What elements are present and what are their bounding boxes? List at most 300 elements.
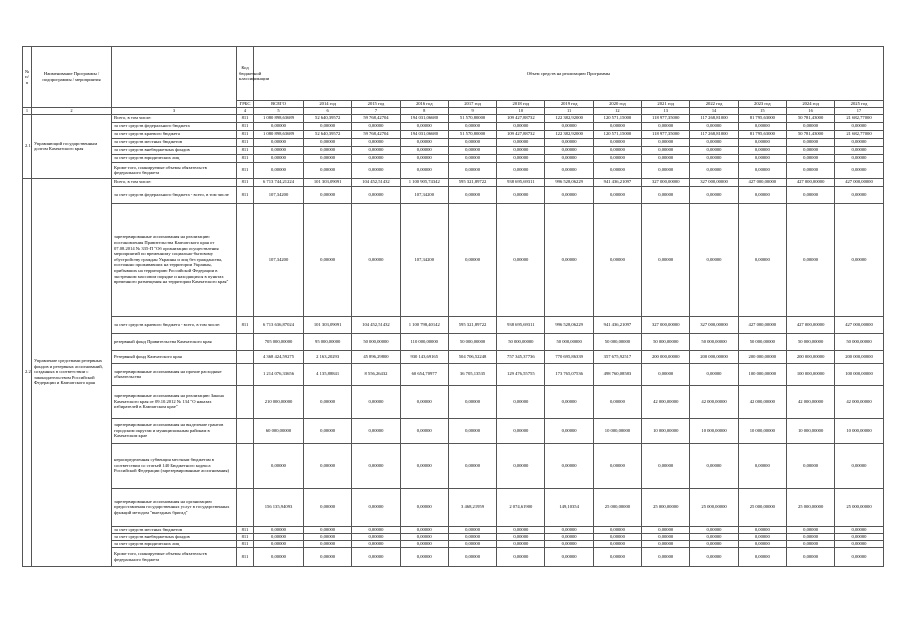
value-cell: 0,00000: [352, 186, 400, 203]
value-cell: 0,00000: [690, 363, 738, 385]
item-number: 2.2.: [23, 178, 32, 566]
value-cell: 0,00000: [738, 540, 786, 547]
table-row: [23, 526, 884, 533]
value-cell: 0,00000: [642, 122, 690, 130]
table-row: [23, 114, 884, 122]
value-cell: 427 000,00000: [738, 178, 786, 186]
value-cell: 0,00000: [690, 443, 738, 488]
value-cell: 0,00000: [304, 540, 352, 547]
value-cell: 0,00000: [738, 138, 786, 146]
value-cell: 10 000,00000: [642, 418, 690, 443]
column-index-row: [23, 108, 884, 115]
value-cell: 0,00000: [690, 547, 738, 566]
value-cell: 2 163,20293: [304, 350, 352, 363]
value-cell: 0,00000: [593, 154, 641, 162]
value-cell: 10 000,00000: [835, 418, 883, 443]
value-cell: 0,00000: [835, 122, 883, 130]
row-grbs: [237, 350, 254, 363]
table-row: [23, 203, 884, 316]
table-row: [23, 178, 884, 186]
table-row: [23, 316, 884, 333]
value-cell: 0,00000: [304, 138, 352, 146]
value-cell: 0,00000: [400, 526, 448, 533]
row-grbs: 811: [237, 533, 254, 540]
value-cell: 50 781,43000: [786, 114, 834, 122]
value-cell: 194 031,06680: [400, 130, 448, 138]
column-index: 9: [448, 108, 496, 115]
value-cell: 122 382,92000: [545, 130, 593, 138]
value-cell: 0,00000: [690, 162, 738, 178]
value-cell: 0,00000: [497, 547, 545, 566]
value-cell: 107,34200: [254, 186, 304, 203]
value-cell: 0,00000: [304, 533, 352, 540]
value-cell: 156 135,94093: [254, 488, 304, 526]
value-cell: 0,00000: [642, 540, 690, 547]
value-cell: 0,00000: [738, 526, 786, 533]
value-cell: 109 427,88732: [497, 130, 545, 138]
row-label: за счет средств федерального бюджета - всего, в том числе: [112, 186, 237, 203]
value-cell: 100 000,00000: [835, 363, 883, 385]
value-cell: 0,00000: [352, 547, 400, 566]
table-row: [23, 130, 884, 138]
value-cell: 0,00000: [545, 526, 593, 533]
value-cell: 210 000,00000: [254, 385, 304, 418]
value-cell: 21 682,77000: [835, 114, 883, 122]
value-cell: 36 705,13535: [448, 363, 496, 385]
value-cell: 107,34200: [400, 203, 448, 316]
value-cell: 0,00000: [690, 540, 738, 547]
value-cell: 200 000,00000: [786, 350, 834, 363]
column-index: 14: [690, 108, 738, 115]
value-cell: 0,00000: [497, 122, 545, 130]
column-index: 2: [32, 108, 112, 115]
value-cell: 0,00000: [400, 162, 448, 178]
row-grbs: [237, 488, 254, 526]
value-cell: 0,00000: [400, 418, 448, 443]
row-grbs: [237, 333, 254, 350]
value-cell: 0,00000: [835, 443, 883, 488]
row-label: за счет средств краевого бюджета - всего, в том числе:: [112, 316, 237, 333]
value-cell: 0,00000: [593, 138, 641, 146]
value-cell: 52 640,39572: [304, 114, 352, 122]
value-cell: 104 452,51432: [352, 178, 400, 186]
value-cell: 0,00000: [738, 162, 786, 178]
value-cell: 0,00000: [786, 162, 834, 178]
value-cell: 120 571,15000: [593, 130, 641, 138]
row-grbs: [237, 443, 254, 488]
row-grbs: 811: [237, 162, 254, 178]
value-cell: 0,00000: [786, 526, 834, 533]
value-cell: 0,00000: [835, 203, 883, 316]
col-year-header: 2022 год: [690, 101, 738, 108]
row-label: за счет средств местных бюджетов: [112, 526, 237, 533]
value-cell: 0,00000: [254, 533, 304, 540]
value-cell: 10 000,00000: [690, 418, 738, 443]
row-label: Кроме того, планируемые объемы обязательств федерального бюджета: [112, 162, 237, 178]
value-cell: 0,00000: [835, 162, 883, 178]
value-cell: 0,00000: [448, 122, 496, 130]
value-cell: 25 000,00000: [593, 488, 641, 526]
column-index: 12: [593, 108, 641, 115]
col-year-header: 2020 год: [593, 101, 641, 108]
value-cell: 0,00000: [690, 154, 738, 162]
row-label: зарезервированные ассигнования на организацию предоставления государственных услуг в государственных функций методом "выездных бригад": [112, 488, 237, 526]
value-cell: 0,00000: [352, 154, 400, 162]
value-cell: 0,00000: [304, 203, 352, 316]
table-row: [23, 533, 884, 540]
value-cell: 0,00000: [593, 122, 641, 130]
value-cell: 0,00000: [254, 162, 304, 178]
table-row: [23, 547, 884, 566]
column-index: 5: [254, 108, 304, 115]
col-name-header: Наименование Программы / подпрограммы / мероприятия: [32, 47, 112, 108]
row-label: за счет средств юридических лиц: [112, 540, 237, 547]
table-row: [23, 540, 884, 547]
table-row: [23, 418, 884, 443]
row-grbs: [237, 418, 254, 443]
header-row: [23, 47, 884, 101]
value-cell: 0,00000: [497, 154, 545, 162]
value-cell: 0,00000: [545, 533, 593, 540]
value-cell: 0,00000: [304, 162, 352, 178]
value-cell: 50 000,00000: [690, 333, 738, 350]
value-cell: 0,00000: [545, 547, 593, 566]
value-cell: 0,00000: [400, 443, 448, 488]
value-cell: 0,00000: [786, 146, 834, 154]
value-cell: 0,00000: [400, 154, 448, 162]
value-cell: 0,00000: [254, 146, 304, 154]
value-cell: 0,00000: [352, 138, 400, 146]
table-row: [23, 363, 884, 385]
value-cell: 149,10354: [545, 488, 593, 526]
value-cell: 0,00000: [400, 533, 448, 540]
value-cell: 0,00000: [642, 154, 690, 162]
value-cell: 117 268,81000: [690, 130, 738, 138]
value-cell: 0,00000: [690, 122, 738, 130]
row-grbs: [237, 363, 254, 385]
item-number: 2.1.: [23, 114, 32, 178]
value-cell: 427 000,00000: [786, 178, 834, 186]
value-cell: 50 781,43000: [786, 130, 834, 138]
col-year-header: 2016 год: [400, 101, 448, 108]
value-cell: 0,00000: [448, 547, 496, 566]
value-cell: 1 100 905,74342: [400, 178, 448, 186]
value-cell: 0,00000: [690, 146, 738, 154]
value-cell: 0,00000: [352, 146, 400, 154]
value-cell: 0,00000: [304, 146, 352, 154]
value-cell: 6 713 744,21224: [254, 178, 304, 186]
value-cell: 427 000,00000: [835, 316, 883, 333]
value-cell: 110 000,00000: [400, 333, 448, 350]
value-cell: 0,00000: [738, 533, 786, 540]
row-grbs: 811: [237, 186, 254, 203]
value-cell: 0,00000: [352, 526, 400, 533]
row-label: зарезервированные ассигнования на прочие расходные обязательства: [112, 363, 237, 385]
value-cell: 200 000,00000: [835, 350, 883, 363]
value-cell: 100 000,00000: [786, 363, 834, 385]
item-title: Управляющий государственным долгом Камчатского края: [32, 114, 112, 178]
value-cell: 0,00000: [352, 418, 400, 443]
value-cell: 0,00000: [835, 540, 883, 547]
program-funding-table: [22, 46, 883, 567]
value-cell: 0,00000: [400, 540, 448, 547]
row-label: зарезервированные ассигнования на реализацию постановления Правительства Камчатского края от 07.08.2014 № 335-П "Об организации осуществления мероприятий по временному социально-бытовому обустройству граждан Украины и лиц без гражданства, постоянно проживавших на территории Украины, прибывших на территорию Российской Федерации в экстренном массовом порядке и находящихся в пунктах временного размещения на территории Камчатского края": [112, 203, 237, 316]
value-cell: 0,00000: [786, 154, 834, 162]
value-cell: 0,00000: [642, 186, 690, 203]
table-row: [23, 333, 884, 350]
value-cell: 200 000,00000: [690, 350, 738, 363]
col-num-header: № п/п: [23, 47, 32, 108]
value-cell: 42 000,00000: [786, 385, 834, 418]
row-grbs: 811: [237, 114, 254, 122]
value-cell: 0,00000: [738, 146, 786, 154]
value-cell: 100 000,00000: [738, 363, 786, 385]
row-grbs: 811: [237, 540, 254, 547]
row-label: за счет средств внебюджетных фондов: [112, 146, 237, 154]
table-row: [23, 122, 884, 130]
value-cell: 104 452,51432: [352, 316, 400, 333]
row-label: резервный фонд Правительства Камчатского края: [112, 333, 237, 350]
value-cell: 0,00000: [545, 443, 593, 488]
value-cell: 173 765,07536: [545, 363, 593, 385]
value-cell: 59 768,42704: [352, 130, 400, 138]
value-cell: 0,00000: [448, 186, 496, 203]
value-cell: 50 000,00000: [545, 333, 593, 350]
value-cell: 504 706,52248: [448, 350, 496, 363]
row-label: зарезервированные ассигнования на реализацию Закона Камчатского края от 09.10.2012 № 134 "О наказах избирателей в Камчатском крае": [112, 385, 237, 418]
value-cell: 0,00000: [448, 385, 496, 418]
value-cell: 0,00000: [593, 186, 641, 203]
value-cell: 0,00000: [593, 540, 641, 547]
value-cell: 0,00000: [786, 186, 834, 203]
value-cell: 0,00000: [738, 154, 786, 162]
value-cell: 0,00000: [738, 203, 786, 316]
value-cell: 0,00000: [304, 385, 352, 418]
value-cell: 3 468,21959: [448, 488, 496, 526]
value-cell: 427 000,00000: [738, 316, 786, 333]
item-title: Управление средствами резервных фондов и резервных ассигнований, созданных в соответствии с законодательством Российской Федерации и Камчатского края: [32, 178, 112, 566]
value-cell: 6 713 636,87024: [254, 316, 304, 333]
value-cell: 0,00000: [254, 526, 304, 533]
col-total-header: ВСЕГО: [254, 101, 304, 108]
column-index: 6: [304, 108, 352, 115]
value-cell: 0,00000: [497, 186, 545, 203]
column-index: 13: [642, 108, 690, 115]
value-cell: 0,00000: [738, 443, 786, 488]
value-cell: 42 000,00000: [835, 385, 883, 418]
value-cell: 327 000,00000: [690, 178, 738, 186]
row-label: за счет средств юридических лиц: [112, 154, 237, 162]
column-index: 17: [835, 108, 883, 115]
value-cell: 0,00000: [400, 385, 448, 418]
column-index: 16: [786, 108, 834, 115]
value-cell: 0,00000: [448, 540, 496, 547]
value-cell: 0,00000: [835, 138, 883, 146]
value-cell: 0,00000: [593, 533, 641, 540]
value-cell: 50 000,00000: [497, 333, 545, 350]
value-cell: 50 000,00000: [352, 333, 400, 350]
value-cell: 0,00000: [497, 533, 545, 540]
value-cell: 0,00000: [304, 526, 352, 533]
table-row: [23, 186, 884, 203]
value-cell: 770 695,86339: [545, 350, 593, 363]
value-cell: 52 640,39572: [304, 130, 352, 138]
column-index: 7: [352, 108, 400, 115]
row-label: за счет средств местных бюджетов: [112, 138, 237, 146]
value-cell: 941 436,21097: [593, 316, 641, 333]
row-grbs: 811: [237, 154, 254, 162]
value-cell: 50 000,00000: [642, 333, 690, 350]
value-cell: 938 695,69311: [497, 178, 545, 186]
value-cell: 25 000,00000: [738, 488, 786, 526]
value-cell: 0,00000: [448, 443, 496, 488]
value-cell: 118 977,35000: [642, 130, 690, 138]
value-cell: 59 768,42704: [352, 114, 400, 122]
value-cell: 938 695,69311: [497, 316, 545, 333]
value-cell: 0,00000: [593, 203, 641, 316]
value-cell: 427 000,00000: [835, 178, 883, 186]
value-cell: 0,00000: [448, 146, 496, 154]
value-cell: 10 000,00000: [786, 418, 834, 443]
value-cell: 0,00000: [448, 203, 496, 316]
col-year-header: 2019 год: [545, 101, 593, 108]
value-cell: 0,00000: [304, 122, 352, 130]
value-cell: 0,00000: [690, 533, 738, 540]
value-cell: 4 368 424,59275: [254, 350, 304, 363]
value-cell: 0,00000: [304, 547, 352, 566]
value-cell: 0,00000: [545, 540, 593, 547]
value-cell: 996 528,06229: [545, 178, 593, 186]
value-cell: 129 476,55755: [497, 363, 545, 385]
value-cell: 50 000,00000: [738, 333, 786, 350]
value-cell: 0,00000: [352, 122, 400, 130]
column-index: 11: [545, 108, 593, 115]
value-cell: 95 000,00000: [304, 333, 352, 350]
column-index: 4: [237, 108, 254, 115]
column-index: 3: [112, 108, 237, 115]
value-cell: 0,00000: [352, 488, 400, 526]
col-blank-header: [112, 47, 237, 108]
table-row: [23, 350, 884, 363]
value-cell: 50 000,00000: [835, 333, 883, 350]
col-year-header: 2025 год: [835, 101, 883, 108]
value-cell: 109 427,88732: [497, 114, 545, 122]
value-cell: 0,00000: [448, 418, 496, 443]
value-cell: 0,00000: [690, 526, 738, 533]
value-cell: 0,00000: [304, 488, 352, 526]
row-grbs: 811: [237, 138, 254, 146]
col-year-header: 2017 год: [448, 101, 496, 108]
table-row: [23, 162, 884, 178]
value-cell: 0,00000: [593, 385, 641, 418]
value-cell: 0,00000: [545, 186, 593, 203]
value-cell: 0,00000: [545, 154, 593, 162]
row-grbs: 811: [237, 178, 254, 186]
value-cell: 757 345,37736: [497, 350, 545, 363]
value-cell: 50 000,00000: [448, 333, 496, 350]
value-cell: 327 000,00000: [642, 178, 690, 186]
value-cell: 0,00000: [593, 146, 641, 154]
row-grbs: 811: [237, 316, 254, 333]
value-cell: 107,34200: [400, 186, 448, 203]
value-cell: 0,00000: [642, 363, 690, 385]
value-cell: 25 000,00000: [690, 488, 738, 526]
value-cell: 595 321,89722: [448, 178, 496, 186]
value-cell: 4 135,88841: [304, 363, 352, 385]
row-grbs: 811: [237, 122, 254, 130]
value-cell: 0,00000: [738, 122, 786, 130]
value-cell: 0,00000: [642, 526, 690, 533]
value-cell: 0,00000: [497, 540, 545, 547]
value-cell: 0,00000: [497, 146, 545, 154]
value-cell: 0,00000: [786, 533, 834, 540]
value-cell: 1 100 798,40142: [400, 316, 448, 333]
value-cell: 498 760,08583: [593, 363, 641, 385]
value-cell: 930 143,69165: [400, 350, 448, 363]
value-cell: 0,00000: [304, 186, 352, 203]
value-cell: 1 080 898,63689: [254, 130, 304, 138]
value-cell: 0,00000: [835, 146, 883, 154]
table-row: [23, 488, 884, 526]
value-cell: 2 074,61900: [497, 488, 545, 526]
row-label: Кроме того, планируемые объемы обязательств федерального бюджета: [112, 547, 237, 566]
value-cell: 0,00000: [642, 146, 690, 154]
value-cell: 0,00000: [400, 488, 448, 526]
column-index: 1: [23, 108, 32, 115]
row-label: за счет средств внебюджетных фондов: [112, 533, 237, 540]
value-cell: 0,00000: [786, 547, 834, 566]
value-cell: 0,00000: [545, 122, 593, 130]
value-cell: 0,00000: [448, 526, 496, 533]
value-cell: 118 977,35000: [642, 114, 690, 122]
row-label: нераспределенная субвенция местным бюджетам в соответствии со статьей 140 Бюджетного кодекса Российской Федерации (зарезервированные ассигнования): [112, 443, 237, 488]
value-cell: 122 382,92000: [545, 114, 593, 122]
value-cell: 0,00000: [835, 533, 883, 540]
value-cell: 0,00000: [545, 385, 593, 418]
value-cell: 1 080 898,63689: [254, 114, 304, 122]
value-cell: 0,00000: [497, 526, 545, 533]
col-year-header: 2023 год: [738, 101, 786, 108]
value-cell: 10 000,00000: [738, 418, 786, 443]
value-cell: 0,00000: [786, 540, 834, 547]
value-cell: 45 896,29800: [352, 350, 400, 363]
value-cell: 0,00000: [400, 146, 448, 154]
value-cell: 0,00000: [835, 186, 883, 203]
value-cell: 81 795,63000: [738, 130, 786, 138]
value-cell: 1 214 076,33656: [254, 363, 304, 385]
value-cell: 101 303,09091: [304, 316, 352, 333]
value-cell: 0,00000: [254, 547, 304, 566]
value-cell: 0,00000: [545, 162, 593, 178]
col-year-header: 2021 год: [642, 101, 690, 108]
value-cell: 705 000,00000: [254, 333, 304, 350]
col-year-header: 2018 год: [497, 101, 545, 108]
value-cell: 0,00000: [497, 385, 545, 418]
value-cell: 0,00000: [400, 138, 448, 146]
value-cell: 0,00000: [352, 540, 400, 547]
value-cell: 107,34200: [254, 203, 304, 316]
value-cell: 0,00000: [254, 154, 304, 162]
value-cell: 0,00000: [786, 138, 834, 146]
value-cell: 0,00000: [304, 418, 352, 443]
value-cell: 60 000,00000: [254, 418, 304, 443]
table-row: [23, 154, 884, 162]
column-index: 8: [400, 108, 448, 115]
value-cell: 42 000,00000: [738, 385, 786, 418]
value-cell: 996 528,06229: [545, 316, 593, 333]
row-grbs: 811: [237, 526, 254, 533]
row-grbs: 811: [237, 146, 254, 154]
